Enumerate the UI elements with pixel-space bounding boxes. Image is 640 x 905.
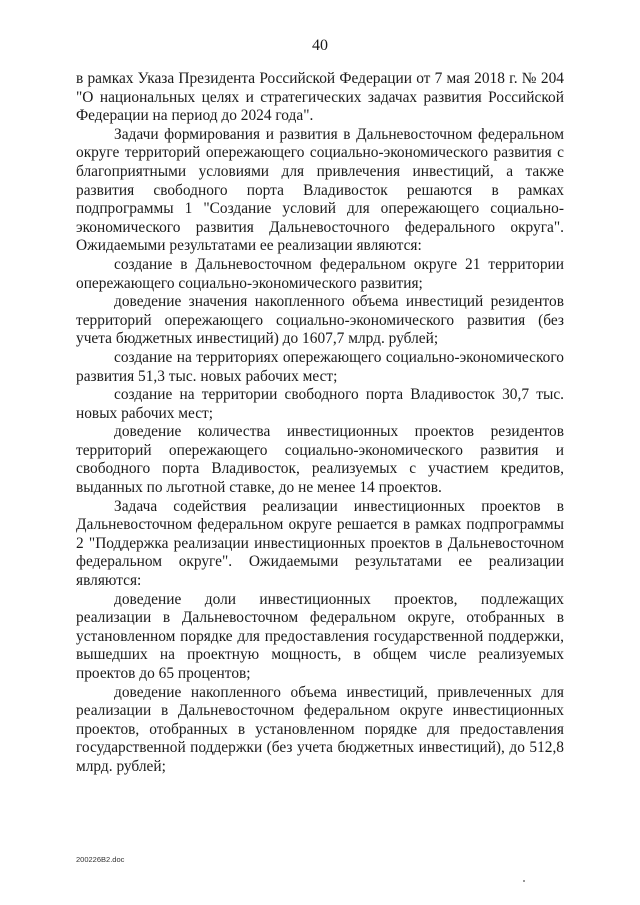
paragraph: Задача содействия реализации инвестиционных проектов в Дальневосточном федеральном округе решается в рамках подпрограммы 2 "Поддержка реализации инвестиционных проектов в Дальневосточном федеральном округе". Ожидаемыми результатами ее реализации являются:	[76, 497, 564, 590]
document-body	[76, 70, 564, 777]
page-number: 40	[312, 37, 328, 54]
scan-speck	[523, 880, 525, 882]
paragraph: доведение доли инвестиционных проектов, подлежащих реализации в Дальневосточном федеральном округе, отобранных в установленном порядке для предоставления государственной поддержки, вышедших на проектную мощность, в общем числе реализуемых проектов до 65 процентов;	[76, 590, 564, 682]
paragraph: Задачи формирования и развития в Дальневосточном федеральном округе территорий опережающего социально-экономического развития с благоприятными условиями для привлечения инвестиций, а также развития свободного порта Владивосток решаются в рамках подпрограммы 1 "Создание условий для опережающего социально-экономического развития Дальневосточного федерального округа". Ожидаемыми результатами ее реализации являются:	[76, 125, 564, 255]
footer-filename: 200226B2.doc	[76, 855, 125, 864]
paragraph: доведение накопленного объема инвестиций, привлеченных для реализации в Дальневосточном федеральном округе инвестиционных проектов, отобранных в установленном порядке для предоставления государственной поддержки (без учета бюджетных инвестиций), до 512,8 млрд. рублей;	[76, 683, 564, 775]
paragraph: создание в Дальневосточном федеральном округе 21 территории опережающего социально-экономического развития;	[76, 255, 564, 292]
paragraph: доведение значения накопленного объема инвестиций резидентов территорий опережающего социально-экономического развития (без учета бюджетных инвестиций) до 1607,7 млрд. рублей;	[76, 293, 564, 348]
paragraph: создание на территориях опережающего социально-экономического развития 51,3 тыс. новых рабочих мест;	[76, 348, 564, 385]
paragraph: в рамках Указа Президента Российской Федерации от 7 мая 2018 г. № 204 "О национальных целях и стратегических задачах развития Российской Федерации на период до 2024 года".	[76, 70, 564, 125]
paragraph: создание на территории свободного порта Владивосток 30,7 тыс. новых рабочих мест;	[76, 386, 564, 422]
paragraph: доведение количества инвестиционных проектов резидентов территорий опережающего социально-экономического развития и свободного порта Владивосток, реализуемых с участием кредитов, выданных по льготной ставке, до не менее 14 проектов.	[76, 423, 564, 497]
